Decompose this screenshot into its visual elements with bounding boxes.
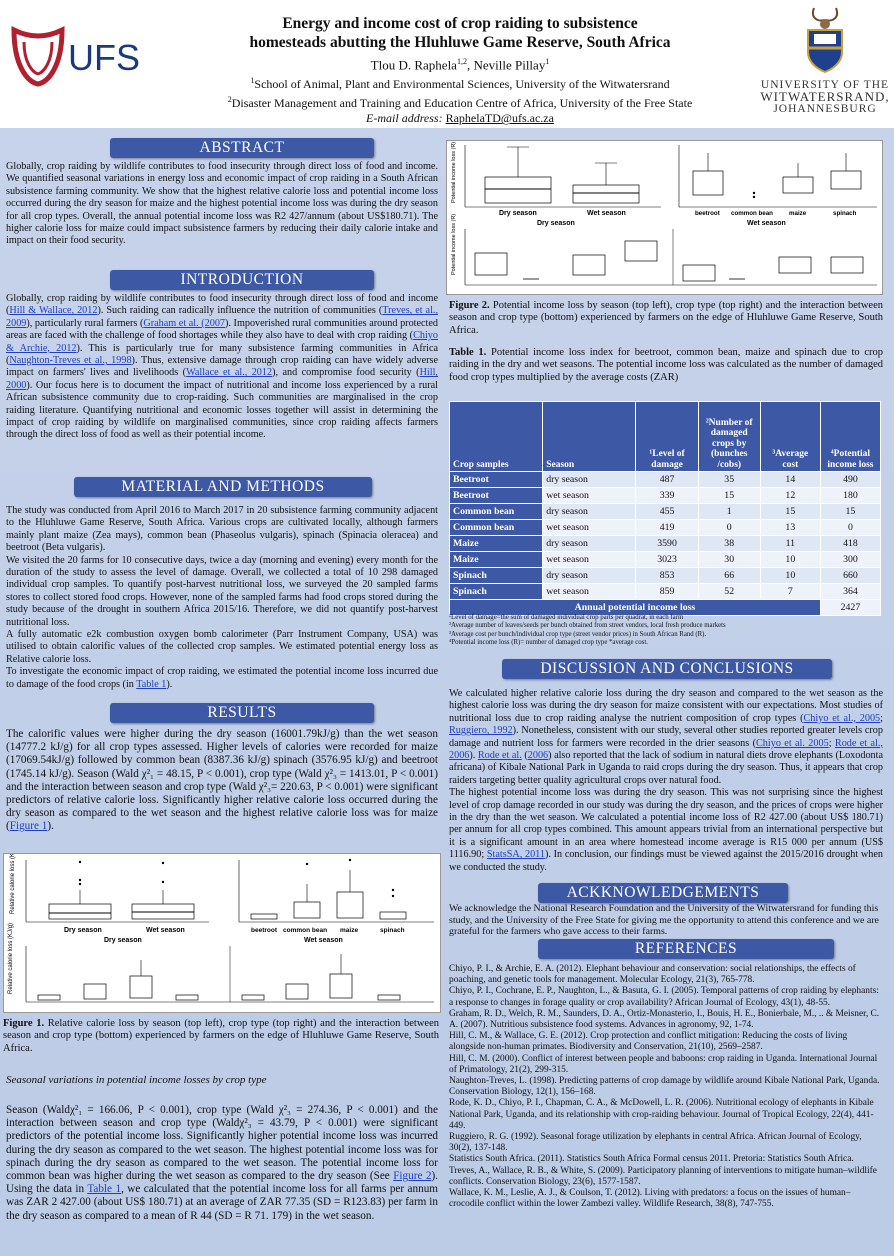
table-cell: 364 xyxy=(820,584,880,600)
table-row xyxy=(450,520,881,536)
table-row xyxy=(450,552,881,568)
table-cell: 0 xyxy=(820,520,880,536)
x-tick-label: Wet season xyxy=(587,210,626,217)
figure-2 xyxy=(446,140,883,295)
table-header-row xyxy=(450,402,881,472)
x-tick-label: spinach xyxy=(380,927,405,934)
table-cell: wet season xyxy=(543,520,636,536)
x-tick-label: common bean xyxy=(283,927,328,934)
table-cell: dry season xyxy=(543,568,636,584)
reference-item: Ruggiero, R. G. (1992). Seasonal forage utilization by elephants in central Africa. African Journal of Ecology, 30(2), 137-148. xyxy=(449,1132,862,1154)
fig1-bottom-panels xyxy=(8,923,434,1002)
reference-item: Chiyo, P. I., Cochrane, E. P., Naughton, L., & Basuta, G. I. (2005). Temporal patterns of crop raiding by elephants: a response to changes in forage quality or crop availability? African Journal of Ecology, 43(1), 48-55. xyxy=(449,986,879,1008)
x-tick-label: beetroot xyxy=(251,927,277,934)
poster-title-line2: homesteads abutting the Hluhluwe Game Reserve, South Africa xyxy=(249,34,671,51)
x-tick-label: common bean xyxy=(731,210,773,217)
results-text: The calorific values were higher during the dry season (16001.79kJ/g) than the wet season (14777.2 kJ/g) for all crop types assessed. Higher levels of calories were recorded for maize (17069.54kJ/g) followed by common bean (8387.36 kJ/g) spinach (3576.95 kJ/g) and beetroot (1745.14 kJ/g). Season (Wald χ²₁ = 48.15, P < 0.001), crop type (Wald χ²₃ = 1413.01, P < 0.001) and the interaction between season and crop type (Wald χ²₃= 220.63, P < 0.001) were significant predictors of relative calorie loss. Significantly higher relative calorie loss occurred during the dry season as compared to the wet season and the highest relative calorie loss was for maize (Figure 1). xyxy=(6,728,438,833)
reference-item: Rode, K. D., Chiyo, P. I., Chapman, C. A., & McDowell, L. R. (2006). Nutritional ecology of elephants in Kibale National Park, Uganda, and its relationship with crop-raiding behaviour. Journal of Tropical Ecology, 22(4), 441-449. xyxy=(449,1098,874,1131)
abstract-text: Globally, crop raiding by wildlife contributes to food insecurity through direct loss of food and income. We quantified seasonal variations in energy loss and economic impact of crop raiding in a South African subsistence farming community. We show that the highest relative calorie loss and potential income loss occurred during the dry season for maize and the highest potential income loss was during the dry season for all crop types. Overall, the annual potential income loss was R2 427/annum (about US$180.71). The higher calorie loss for maize could impact subsistence farmers by reducing their daily calorie intake and impact on their food security. xyxy=(6,161,438,247)
panel-title: Dry season xyxy=(537,220,575,227)
total-value: 2427 xyxy=(820,600,880,616)
row-label: Spinach xyxy=(450,568,543,584)
table-cell: 7 xyxy=(760,584,820,600)
x-tick-label: spinach xyxy=(833,210,857,217)
table-cell: 859 xyxy=(636,584,698,600)
table-1-caption: Table 1. Potential income loss index for beetroot, common bean, maize and spinach due to crop raiding in the dry and wet seasons. The potential income loss was calculated as the number of damaged food crop types multiplied by the average costs (ZAR) xyxy=(449,347,883,383)
x-tick-label: maize xyxy=(789,210,807,217)
total-label: Annual potential income loss xyxy=(450,600,821,616)
wits-name-line1: UNIVERSITY OF THE xyxy=(760,79,890,91)
table-cell: 487 xyxy=(636,472,698,488)
reference-item: Graham, R. D., Welch, R. M., Saunders, D. A., Ortiz-Monasterio, I., Bouis, H. E., Bonierbale, M., .. & Meisner, C. A. (2007). Nutritious subsistence food systems. Advances in agronomy, 92, 1-74. xyxy=(449,1008,880,1031)
table-link[interactable]: Table 1 xyxy=(87,1183,122,1196)
row-label: Common bean xyxy=(450,504,543,520)
reference-item: Naughton-Treves, L. (1998). Predicting patterns of crop damage by wildlife around Kibale National Park, Uganda. Conservation Biology, 12(1), 156–168. xyxy=(449,1076,880,1098)
table-cell: 339 xyxy=(636,488,698,504)
citation-link[interactable]: Chiyo et al., 2005 xyxy=(803,712,881,724)
footnote: ⁴Potential income loss (R)= number of damaged crop type *average cost. xyxy=(449,639,648,647)
row-label: Beetroot xyxy=(450,488,543,504)
fig1-top-right-panel xyxy=(239,859,434,934)
figure-1 xyxy=(3,853,441,1013)
table-cell: dry season xyxy=(543,504,636,520)
reference-item: Chiyo, P. I., & Archie, E. A. (2012). Elephant behaviour and conservation: social relationships, the effects of poaching, and genetic tools for management. Molecular Ecology, 21(3), 765-778. xyxy=(449,964,856,986)
y-axis-label: Relative calorie loss (KJ/g) xyxy=(8,922,14,994)
methods-heading: MATERIAL AND METHODS xyxy=(74,477,372,497)
wits-logo xyxy=(760,4,890,124)
table-cell: 660 xyxy=(820,568,880,584)
introduction-text: Globally, crop raiding by wildlife contributes to food insecurity through direct loss of food and income (Hill & Wallace, 2012). Such raiding can radically influence the nutrition of communities (Treves, et al., 2009), particularly rural farmers (Graham et al. (2007). Impoverished rural communities around protected areas are faced with the challenge of food shortages while they also have to deal with crop raiding (Chiyo & Archie, 2012). This is particularly true for many subsistence farming communities in Africa (Naughton-Treves et al., 1998). Thus, extensive damage through crop raiding can have widely adverse impact on farmers' lives and livelihoods (Wallace et al., 2012), and compromise food security (Hill, 2000). Our focus here is to document the impact of nutritional and income loss experienced by a rural African subsistence community due to crop-raiding. Such communities are marginalised in the crop raiding literature. Quantifying nutritional and economic losses together will assist in determining the impact of crop raiding by wildlife on marginalised communities, since crop raiding affects farmers through the direct loss of food as well as their potential income. xyxy=(6,293,438,441)
column-header: Crop samples xyxy=(450,402,543,472)
figure-2-caption: Figure 2. Potential income loss by season (top left), crop type (top right) and the interaction between season and crop type (bottom) experienced by farmers on the edge of Hluhluwe Game Reserve, South Africa. xyxy=(449,300,883,336)
reference-item: Hill, C. M., & Wallace, G. E. (2012). Crop protection and conflict mitigation: Reducing the costs of living alongside non-human primates. Biodiversity and Conservation, 21(10), 2569–2587. xyxy=(449,1031,848,1053)
methods-paragraph: To investigate the economic impact of crop raiding, we estimated the potential income loss incurred due to damage of the food crops (in Table 1). xyxy=(6,666,438,690)
table-cell: 14 xyxy=(760,472,820,488)
svg-text:UFS: UFS xyxy=(68,37,140,78)
authors: Tlou D. Raphela$^{1,2}$, Neville Pillay$^1$ xyxy=(370,57,550,73)
table-cell: 35 xyxy=(698,472,760,488)
citation-link[interactable]: Chiyo et al. 2005 xyxy=(756,737,829,749)
methods-paragraph: A fully automatic e2k combustion oxygen bomb calorimeter (Parr Instrument Company, USA) was utilised to obtain calorific values of the collected crop samples. We estimated potential energy loss as Relative calorie loss. xyxy=(6,629,438,665)
wits-name-line2: WITWATERSRAND, xyxy=(760,89,890,104)
citation-link[interactable]: Naughton-Treves et al., 1998 xyxy=(9,355,132,367)
row-label: Common bean xyxy=(450,520,543,536)
poster-title-line1: Energy and income cost of crop raiding to subsistence xyxy=(282,15,638,32)
reference-item: Hill, C. M. (2000). Conflict of interest between people and baboons: crop raiding in Uganda. International Journal of Primatology, 21(2), 299-315. xyxy=(449,1053,878,1075)
table-cell: wet season xyxy=(543,584,636,600)
discussion-text xyxy=(449,688,883,874)
footnote: ¹Level of damage=the sum of damaged individual crop parts per quadrat, in each farm xyxy=(449,614,684,621)
row-label: Beetroot xyxy=(450,472,543,488)
table-row xyxy=(450,488,881,504)
table-cell: 418 xyxy=(820,536,880,552)
column-header: ⁴Potential income loss xyxy=(820,402,880,472)
table-cell: 490 xyxy=(820,472,880,488)
y-axis-label: Relative calorie loss (KJ/g) xyxy=(10,854,16,914)
table-link[interactable]: Table 1 xyxy=(136,678,167,690)
email-line: E-mail address: RaphelaTD@ufs.ac.za xyxy=(366,111,554,126)
email-link[interactable]: RaphelaTD@ufs.ac.za xyxy=(445,111,554,126)
table-cell: dry season xyxy=(543,536,636,552)
citation-link[interactable]: Chiyo & Archie, 2012 xyxy=(6,330,438,354)
row-label: Maize xyxy=(450,552,543,568)
reference-item: Treves, A., Wallace, R. B., & White, S. (2009). Participatory planning of interventions to mitigate human–wildlife conflicts. Conservation Biology, 23(6), 1577-1587. xyxy=(449,1165,877,1187)
table-cell: 15 xyxy=(820,504,880,520)
table-cell: 455 xyxy=(636,504,698,520)
table-cell: 52 xyxy=(698,584,760,600)
column-header: ²Number of damaged crops by (bunches /cobs) xyxy=(698,402,760,472)
citation-link[interactable]: Rode et al. xyxy=(477,750,522,762)
table-cell: 12 xyxy=(760,488,820,504)
table-cell: 11 xyxy=(760,536,820,552)
citation-link[interactable]: StatsSA, 2011 xyxy=(486,849,545,861)
table-cell: dry season xyxy=(543,472,636,488)
x-tick-label: beetroot xyxy=(695,210,720,217)
discussion-paragraph: The highest potential income loss was during the dry season. This was not surprising since the highest level of crop damage recorded in our study was during the dry season, and the prices of crops were higher in the dry than the wet season. We calculated a potential income loss of R2 427.00 (about US$ 180.71) per annum for all crop types combined. This amount appears trivial from an international perspective but it is a significant amount in an area where homestead income average is R15 000 per annum (US$ 1116.90; StatsSA, 2011). In conclusion, our findings must be viewed against the 2015/2016 drought when we conducted the study. xyxy=(449,787,883,873)
figure-1-caption: Figure 1. Relative calorie loss by season (top left), crop type (top right) and the interaction between season and crop type (bottom) experienced by farmers on the edge of Hluhluwe Game Reserve, South Africa. xyxy=(3,1018,439,1054)
fig2-top-right-panel xyxy=(679,145,877,217)
panel-title: Wet season xyxy=(747,220,786,227)
references-heading: REFERENCES xyxy=(538,939,834,959)
table-cell: 15 xyxy=(698,488,760,504)
affiliation-2: $^2$Disaster Management and Training and Education Centre of Africa, University of the Free State xyxy=(227,95,693,111)
table-cell: 0 xyxy=(698,520,760,536)
table-cell: 13 xyxy=(760,520,820,536)
introduction-heading: INTRODUCTION xyxy=(110,270,374,290)
table-cell: 66 xyxy=(698,568,760,584)
title-block xyxy=(170,14,750,126)
reference-item: Wallace, K. M., Leslie, A. J., & Coulson, T. (2012). Living with predators: a focus on the issues of human–crocodile conflict within the lower Zambezi valley. Wildlife Research, 38(8), 747-755. xyxy=(449,1188,851,1210)
footnote: ³Average cost per bunch/individual crop type (street vendor prices) in South African Rand (R). xyxy=(449,630,707,638)
affiliation-1: $^1$School of Animal, Plant and Environmental Sciences, University of the Witwatersrand xyxy=(250,76,670,92)
citation-link[interactable]: Wallace et al., 2012 xyxy=(186,367,273,379)
table-footnotes xyxy=(449,614,881,648)
table-cell: 30 xyxy=(698,552,760,568)
citation-link[interactable]: 2006 xyxy=(527,750,549,762)
table-cell: 180 xyxy=(820,488,880,504)
citation-link[interactable]: Graham et al. (2007 xyxy=(143,317,226,329)
citation-link[interactable]: Ruggiero, 1992 xyxy=(449,725,513,737)
potential-income-table xyxy=(449,401,881,616)
methods-paragraph: The study was conducted from April 2016 to March 2017 in 20 subsistence farming community adjacent to the Hluhluwe Game Reserve, South Africa. Various crops are cultivated locally, although farmers mainly plant maize (Zea mays), common bean (Phaseolus vulgaris), spinach (Spinacia oleracea) and beetroot (Beta vulgaris). xyxy=(6,505,438,554)
table-cell: 853 xyxy=(636,568,698,584)
results-heading: RESULTS xyxy=(110,703,374,723)
wits-name-line3: JOHANNESBURG xyxy=(773,103,877,115)
acknowledgements-heading: ACKKNOWLEDGEMENTS xyxy=(538,883,788,903)
panel-title: Dry season xyxy=(104,937,142,944)
figure-link[interactable]: Figure 2 xyxy=(393,1170,432,1183)
discussion-heading: DISCUSSION AND CONCLUSIONS xyxy=(502,659,832,679)
table-cell: 1 xyxy=(698,504,760,520)
table-cell: 3023 xyxy=(636,552,698,568)
citation-link[interactable]: Hill & Wallace, 2012 xyxy=(9,305,98,317)
citation-link[interactable]: Hill, 2000 xyxy=(6,367,438,391)
table-cell: 3590 xyxy=(636,536,698,552)
fig2-bottom-panels xyxy=(451,214,877,285)
references-list xyxy=(449,964,883,1210)
table-cell: 38 xyxy=(698,536,760,552)
table-row xyxy=(450,568,881,584)
results-income-text: Season (Waldχ²₁ = 166.06, P < 0.001), crop type (Wald χ²₃ = 274.36, P < 0.001) and the interaction between season and crop type (Waldχ²₃ = 43.79, P < 0.001) were significant predictors of the potential income loss. Significantly higher potential income loss was incurred during the dry season as compared to the wet season. The highest potential income loss was for spinach during the dry season as compared to the wet season. The potential income loss for common bean was higher during the wet season as compared to the dry season (See Figure 2). Using the data in Table 1, we calculated that the potential income loss for all farms per annum was ZAR 2 427.00 (about US$ 180.71) at an average of ZAR 77.35 (SD = R123.83) per farm in the dry season as compared to a mean of R 44 (SD = R 71. 179) in the wet season. xyxy=(6,1104,438,1222)
wits-crest-icon xyxy=(800,4,850,74)
methods-text xyxy=(6,505,438,691)
methods-paragraph: We visited the 20 farms for 10 consecutive days, twice a day (morning and evening) every month for the duration of the study to assess the level of damage. Overall, we collected a total of 10 298 damaged individual crop samples. To quantify post-harvest nutritional loss, we surveyed the 20 sampled farms stores to collect stored food crops. However, none of the sampled farms had food crops stored during the study because of the drought in southern Africa 2015/16. Therefore, we did not quantify post-harvest nutritional loss. xyxy=(6,554,438,628)
x-tick-label: Dry season xyxy=(499,210,537,217)
table-cell: wet season xyxy=(543,488,636,504)
poster-header xyxy=(0,0,894,128)
table-cell: 15 xyxy=(760,504,820,520)
table-cell: wet season xyxy=(543,552,636,568)
column-header: ³Average cost xyxy=(760,402,820,472)
fig2-top-left-panel xyxy=(451,142,661,217)
ufs-logo xyxy=(6,22,156,92)
column-header: Season xyxy=(543,402,636,472)
table-cell: 300 xyxy=(820,552,880,568)
figure-2-boxplots xyxy=(447,141,882,294)
table-row xyxy=(450,584,881,600)
fig1-top-left-panel xyxy=(10,854,209,934)
table-cell: 419 xyxy=(636,520,698,536)
y-axis-label: Potential income loss (R) xyxy=(451,213,457,275)
table-row xyxy=(450,504,881,520)
table-cell: 10 xyxy=(760,552,820,568)
figure-1-boxplots xyxy=(4,854,440,1012)
column-header: ¹Level of damage xyxy=(636,402,698,472)
acknowledgements-text: We acknowledge the National Research Foundation and the University of the Witwatersrand for funding this study, and the University of the Free State for giving me the opportunity to attend this conference and we are grateful for the farmers who gave access to their farms. xyxy=(449,903,879,938)
table-cell: 10 xyxy=(760,568,820,584)
x-tick-label: Wet season xyxy=(146,927,185,934)
reference-item: Statistics South Africa. (2011). Statistics South Africa Formal census 2011. Pretoria: Statistics South Africa. xyxy=(449,1154,854,1165)
x-tick-label: Dry season xyxy=(64,927,102,934)
y-axis-label: Potential income loss (R) xyxy=(451,141,457,203)
footnote: ²Average number of leaves/seeds per bunch obtained from street vendors, local fresh produce markets xyxy=(449,622,726,630)
table-row xyxy=(450,536,881,552)
panel-title: Wet season xyxy=(304,937,343,944)
row-label: Maize xyxy=(450,536,543,552)
figure-link[interactable]: Figure 1 xyxy=(9,820,48,833)
table-row xyxy=(450,472,881,488)
row-label: Spinach xyxy=(450,584,543,600)
abstract-heading: ABSTRACT xyxy=(110,138,374,158)
discussion-paragraph: We calculated higher relative calorie loss during the dry season and compared to the wet season as the highest calorie loss was during the dry season for maize consistent with our expectations. Most studies of nutritional loss due to crop raiding analyse the nutrient composition of crop types (Chiyo et al., 2005; Ruggiero, 1992). Nonetheless, consistent with our study, several other studies reported greater levels crop damage and nutrient loss for farmers were recorded in the drier seasons (Chiyo et al. 2005; Rode et al., 2006). Rode et al. (2006) also reported that the lack of sodium in natural diets drove elephants (Loxodonta africana) of Kibale National Park in Uganda to raid crops during the dry season. Thus, it appears that crop raiders targeting better quality agricultural crops over natural food. xyxy=(449,688,883,786)
x-tick-label: maize xyxy=(340,927,359,934)
citation-link[interactable]: Treves, et al., 2009 xyxy=(6,305,438,329)
citation-link[interactable]: Rode et al., 2006 xyxy=(449,737,883,762)
results-subheading: Seasonal variations in potential income losses by crop type xyxy=(6,1074,267,1086)
